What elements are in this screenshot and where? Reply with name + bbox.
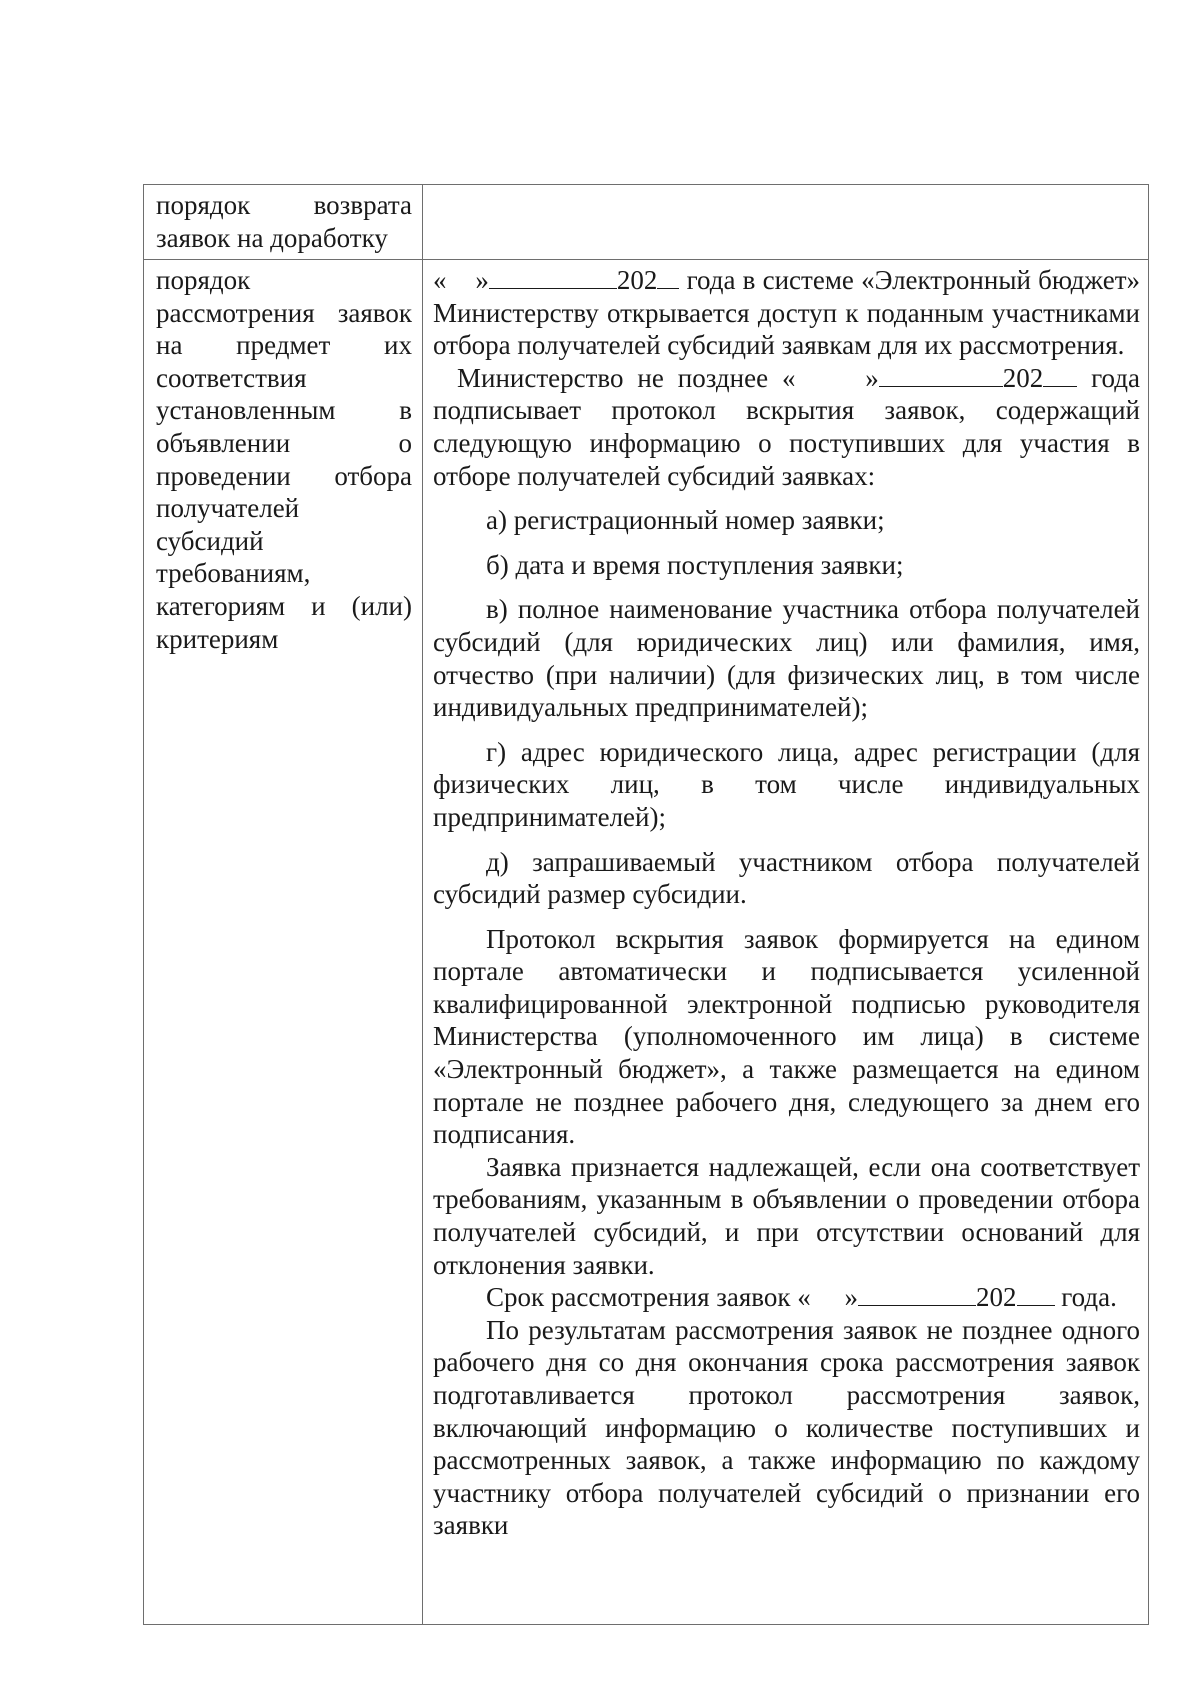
table-row	[144, 185, 1149, 260]
table-cell-label	[144, 260, 423, 1625]
table-row	[144, 260, 1149, 1625]
list-item-g: г) адрес юридического лица, адрес регистрации (для физических лиц, в том числе индивидуальных предпринимателей);	[433, 736, 1140, 832]
opening-protocol-paragraph: Министерство не позднее « » 202 года подписывает протокол вскрытия заявок, содержащий следующую информацию о поступивших для участия в отборе получателей субсидий заявках:	[433, 362, 1141, 491]
date-blank	[858, 1281, 976, 1306]
year-blank	[1043, 362, 1077, 387]
list-item-b: б) дата и время поступления заявки;	[486, 549, 904, 580]
table-cell-content	[423, 260, 1149, 1625]
list-item-v: в) полное наименование участника отбора получателей субсидий (для юридических лиц) или фамилия, имя, отчество (при наличии) (для физических лиц, в том числе индивидуальных предпринимателей);	[433, 594, 1140, 723]
year-blank	[657, 264, 679, 289]
list-item-a: а) регистрационный номер заявки;	[486, 505, 885, 536]
review-order-label: порядок рассмотрения заявок на предмет их соответствия установленным в объявлении о проведении отбора получателей субсидий требованиям, категориям и (или) критериям	[156, 265, 412, 654]
review-results-paragraph: По результатам рассмотрения заявок не позднее одного рабочего дня со дня окончания срока рассмотрения заявок подготавливается протокол рассмотрения заявок, включающий информацию о количестве поступивших и рассмотренных заявок, а также информацию по каждому участнику отбора получателей субсидий о признании его заявки	[433, 1314, 1140, 1541]
table-cell-content	[423, 185, 1149, 260]
return-order-label: порядок возврата заявок на доработку	[156, 190, 412, 253]
review-term-paragraph: Срок рассмотрения заявок « » 202 года.	[486, 1282, 1117, 1313]
table-cell-label	[144, 185, 423, 260]
protocol-signing-paragraph: Протокол вскрытия заявок формируется на едином портале автоматически и подписывается усиленной квалифицированной электронной подписью руководителя Министерства (уполномоченного им лица) в системе «Электронный бюджет», а также размещается на едином портале не позднее рабочего дня, следующего за днем его подписания.	[433, 923, 1140, 1150]
access-paragraph: « » 202 года в системе «Электронный бюджет» Министерству открывается доступ к поданным участниками отбора получателей субсидий заявкам для их рассмотрения.	[433, 265, 1140, 361]
requirements-table	[143, 184, 1149, 1625]
list-item-d: д) запрашиваемый участником отбора получателей субсидий размер субсидии.	[433, 846, 1140, 910]
date-blank	[879, 362, 1003, 387]
date-blank	[489, 264, 617, 289]
year-blank	[1017, 1281, 1055, 1306]
proper-application-paragraph: Заявка признается надлежащей, если она соответствует требованиям, указанным в объявлении о проведении отбора получателей субсидий, и при отсутствии оснований для отклонения заявки.	[433, 1151, 1140, 1280]
